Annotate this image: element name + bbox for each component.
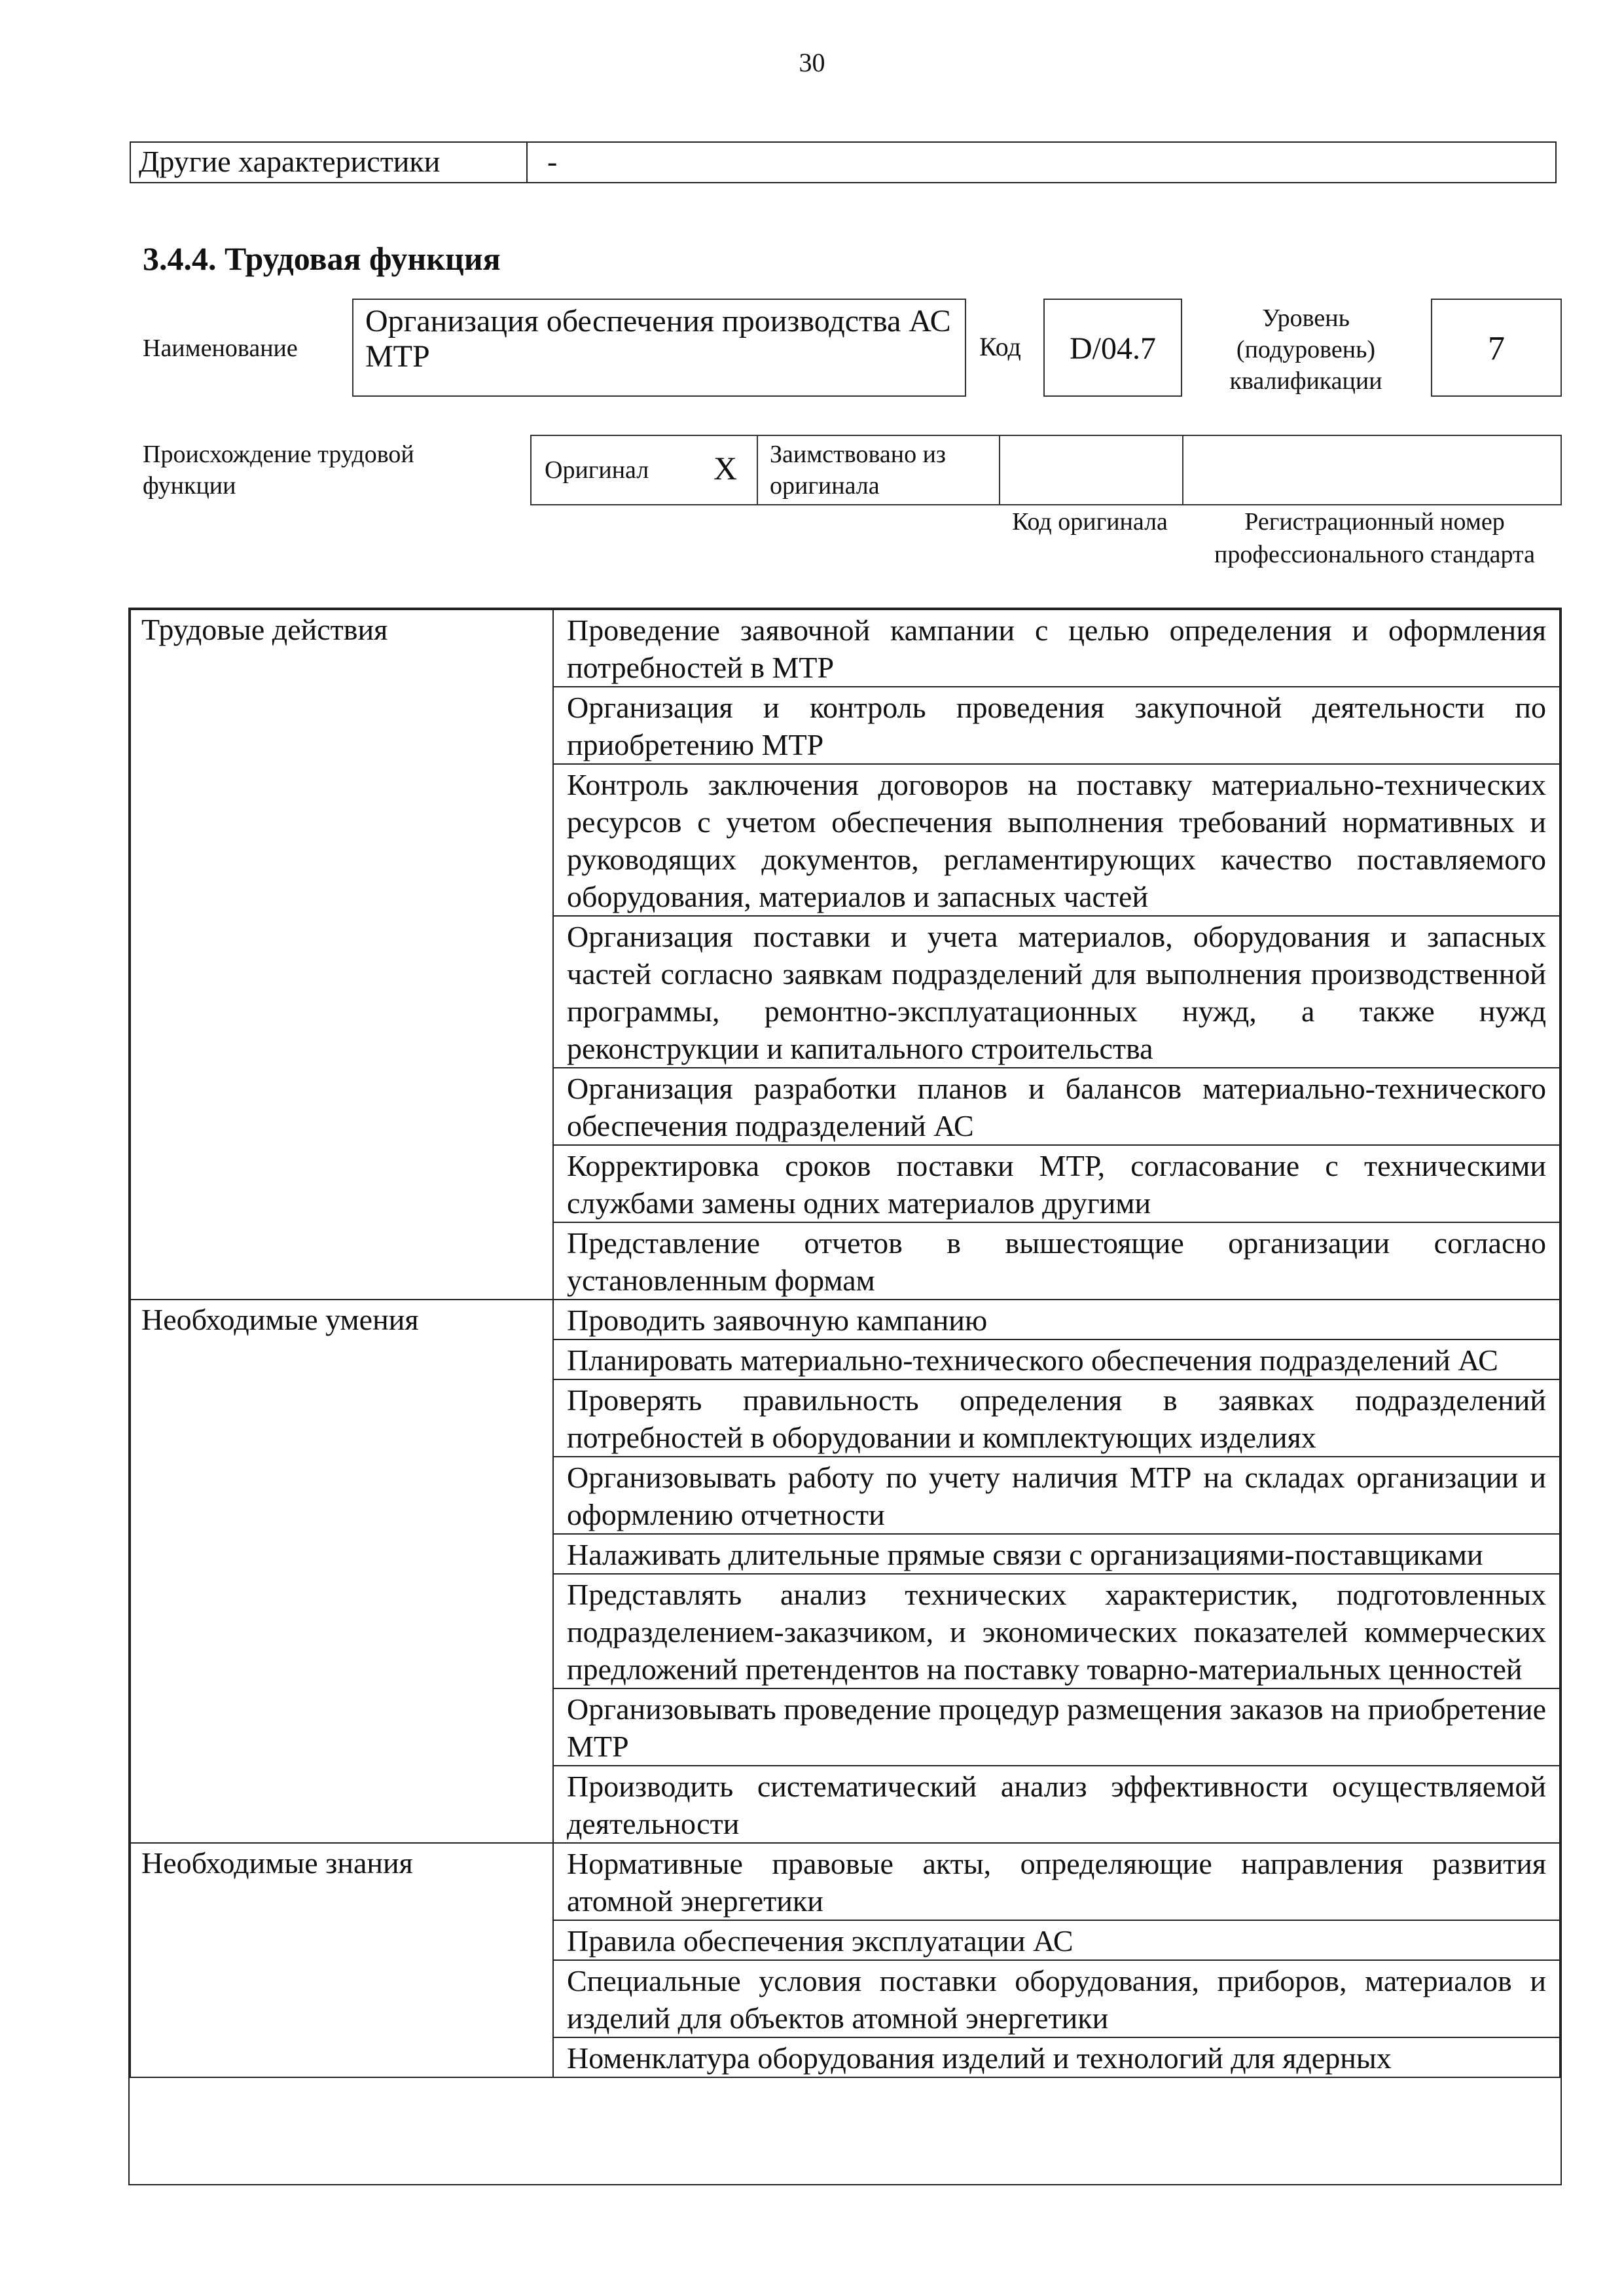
reg-number-caption: Регистрационный номер профессионального стандарта — [1214, 508, 1535, 568]
item-cell: Организация поставки и учета материалов, оборудования и запасных частей согласно заявкам подразделений для выполнения производственной программы, ремонтно-эксплуатационных нужд, а также нужд реконструкции и капитального строительства — [553, 916, 1560, 1068]
origin-code-cell — [1000, 436, 1183, 504]
code-box: D/04.7 — [1043, 299, 1182, 397]
other-characteristics-value: - — [547, 145, 558, 178]
item-cell: Проводить заявочную кампанию — [553, 1300, 1560, 1339]
origin-label: Происхождение трудовой функции — [143, 441, 414, 500]
item-cell: Организация разработки планов и балансов материально-технического обеспечения подразделений АС — [553, 1068, 1560, 1145]
origin-original-label: Оригинал — [545, 456, 649, 484]
category-cell: Необходимые умения — [130, 1300, 553, 1843]
qualification-level-label: Уровень (подуровень) квалификации — [1229, 304, 1382, 395]
item-cell: Представлять анализ технических характеристик, подготовленных подразделением-заказчиком, и экономических показателей коммерческих предложений претендентов на поставку товарно-материальных ценностей — [553, 1574, 1560, 1688]
item-cell: Проведение заявочной кампании с целью определения и оформления потребностей в МТР — [553, 610, 1560, 687]
origin-original-mark: X — [713, 450, 738, 486]
item-cell: Корректировка сроков поставки МТР, согласование с техническими службами замены одних материалов другими — [553, 1145, 1560, 1222]
table-row — [130, 1300, 1560, 1339]
name-label: Наименование — [143, 335, 298, 362]
item-cell: Номенклатура оборудования изделий и технологий для ядерных — [553, 2037, 1560, 2077]
table-row — [130, 1843, 1560, 1920]
item-cell: Организовывать проведение процедур размещения заказов на приобретение МТР — [553, 1688, 1560, 1766]
original-code-caption: Код оригинала — [1012, 508, 1168, 536]
item-cell: Проверять правильность определения в заявках подразделений потребностей в оборудовании и комплектующих изделиях — [553, 1379, 1560, 1457]
table-row — [130, 610, 1560, 687]
section-title: 3.4.4. Трудовая функция — [143, 240, 501, 277]
other-characteristics-row — [130, 141, 1557, 183]
item-cell: Специальные условия поставки оборудования, приборов, материалов и изделий для объектов атомной энергетики — [553, 1960, 1560, 2037]
function-name-box: Организация обеспечения производства АС МТР — [352, 299, 966, 397]
page-number: 30 — [799, 48, 825, 77]
item-cell: Организация и контроль проведения закупочной деятельности по приобретению МТР — [553, 687, 1560, 764]
item-cell: Правила обеспечения эксплуатации АС — [553, 1920, 1560, 1960]
qualification-level-box: 7 — [1431, 299, 1562, 397]
item-cell: Нормативные правовые акты, определяющие направления развития атомной энергетики — [553, 1843, 1560, 1920]
item-cell: Контроль заключения договоров на поставку материально-технических ресурсов с учетом обеспечения выполнения требований нормативных и руководящих документов, регламентирующих качество поставляемого оборудования, материалов и запасных частей — [553, 764, 1560, 916]
item-cell: Организовывать работу по учету наличия МТР на складах организации и оформлению отчетности — [553, 1457, 1560, 1534]
other-characteristics-label: Другие характеристики — [131, 143, 528, 182]
origin-borrowed-cell: Заимствовано из оригинала — [758, 436, 1000, 504]
labor-function-table — [128, 608, 1562, 2185]
origin-original-cell — [532, 436, 758, 504]
category-cell: Трудовые действия — [130, 610, 553, 1300]
origin-reg-number-cell — [1183, 436, 1561, 504]
code-label: Код — [979, 332, 1021, 361]
item-cell: Налаживать длительные прямые связи с организациями-поставщиками — [553, 1534, 1560, 1574]
category-cell: Необходимые знания — [130, 1843, 553, 2077]
item-cell: Представление отчетов в вышестоящие организации согласно установленным формам — [553, 1222, 1560, 1300]
item-cell: Планировать материально-технического обеспечения подразделений АС — [553, 1339, 1560, 1379]
origin-row — [530, 435, 1562, 505]
item-cell: Производить систематический анализ эффективности осуществляемой деятельности — [553, 1766, 1560, 1843]
